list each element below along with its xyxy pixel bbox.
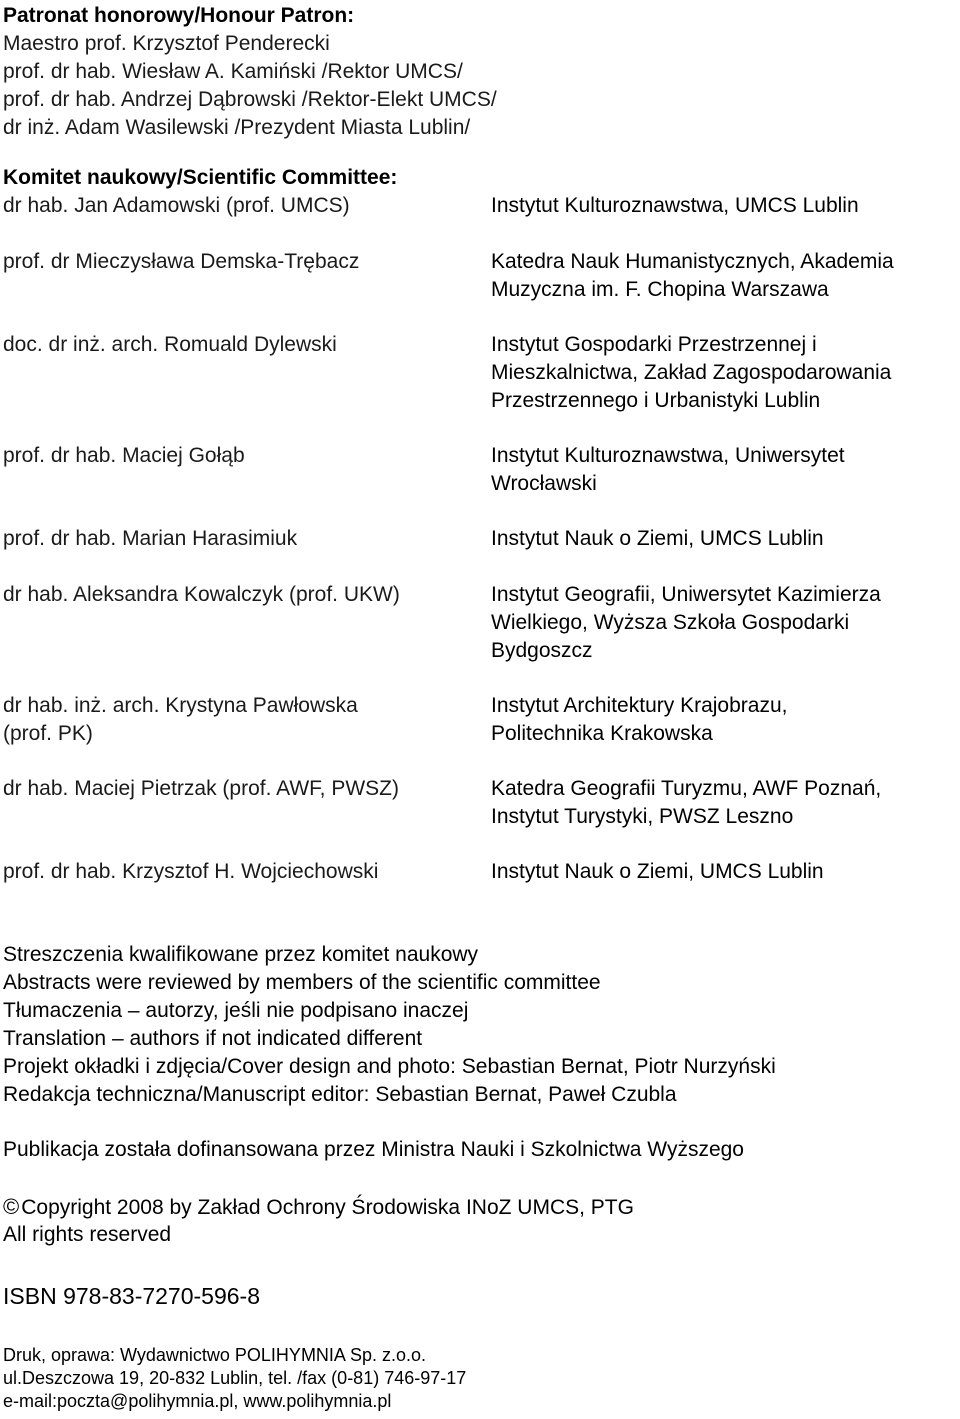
member-name: dr hab. Maciej Pietrzak (prof. AWF, PWSZ) — [3, 777, 399, 800]
member-institution: Instytut Nauk o Ziemi, UMCS Lublin — [491, 860, 824, 883]
credit-line: Projekt okładki i zdjęcia/Cover design and photo: Sebastian Bernat, Piotr Nurzyński — [3, 1055, 776, 1078]
member-name: doc. dr inż. arch. Romuald Dylewski — [3, 333, 337, 356]
printer-line: e-mail:poczta@polihymnia.pl, www.polihymnia.pl — [3, 1391, 392, 1411]
credit-line: Abstracts were reviewed by members of the scientific committee — [3, 971, 601, 994]
patron-line: prof. dr hab. Andrzej Dąbrowski /Rektor-Elekt UMCS/ — [3, 88, 497, 111]
copyright-icon: © — [3, 1194, 20, 1219]
credit-line: Tłumaczenia – autorzy, jeśli nie podpisano inaczej — [3, 999, 469, 1022]
patrons-heading: Patronat honorowy/Honour Patron: — [3, 4, 355, 27]
member-institution: Instytut Geografii, Uniwersytet Kazimierza Wielkiego, Wyższa Szkoła Gospodarki Bydgoszcz — [491, 583, 881, 662]
patron-line: prof. dr hab. Wiesław A. Kamiński /Rektor UMCS/ — [3, 60, 463, 83]
member-institution: Instytut Architektury Krajobrazu, Politechnika Krakowska — [491, 694, 788, 745]
isbn: ISBN 978-83-7270-596-8 — [3, 1283, 260, 1309]
rights-line: All rights reserved — [3, 1223, 172, 1246]
credit-line: Streszczenia kwalifikowane przez komitet naukowy — [3, 943, 479, 966]
funding-note: Publikacja została dofinansowana przez Ministra Nauki i Szkolnictwa Wyższego — [3, 1138, 744, 1161]
member-name: dr hab. Aleksandra Kowalczyk (prof. UKW) — [3, 583, 400, 606]
member-name: prof. dr hab. Maciej Gołąb — [3, 444, 245, 467]
credit-line: Translation – authors if not indicated different — [3, 1027, 423, 1050]
printer-line: Druk, oprawa: Wydawnictwo POLIHYMNIA Sp. z.o.o. — [3, 1345, 426, 1365]
member-institution: Instytut Gospodarki Przestrzennej i Mieszkalnictwa, Zakład Zagospodarowania Przestrzennego i Urbanistyki Lublin — [491, 333, 892, 412]
member-name: dr hab. inż. arch. Krystyna Pawłowska (prof. PK) — [3, 694, 358, 745]
member-institution: Katedra Geografii Turyzmu, AWF Poznań, Instytut Turystyki, PWSZ Leszno — [491, 777, 882, 828]
member-institution: Instytut Kulturoznawstwa, UMCS Lublin — [491, 194, 859, 217]
member-name: prof. dr hab. Krzysztof H. Wojciechowski — [3, 860, 379, 883]
patron-line: Maestro prof. Krzysztof Penderecki — [3, 32, 330, 55]
copyright-text: Copyright 2008 by Zakład Ochrony Środowiska INoZ UMCS, PTG — [21, 1196, 634, 1219]
printer-line: ul.Deszczowa 19, 20-832 Lublin, tel. /fax (0-81) 746-97-17 — [3, 1368, 467, 1388]
committee-heading: Komitet naukowy/Scientific Committee: — [3, 166, 398, 189]
member-name: prof. dr hab. Marian Harasimiuk — [3, 527, 298, 550]
member-institution: Instytut Nauk o Ziemi, UMCS Lublin — [491, 527, 824, 550]
member-institution: Katedra Nauk Humanistycznych, Akademia Muzyczna im. F. Chopina Warszawa — [491, 250, 894, 301]
member-institution: Instytut Kulturoznawstwa, Uniwersytet Wrocławski — [491, 444, 845, 495]
member-name: dr hab. Jan Adamowski (prof. UMCS) — [3, 194, 350, 217]
copyright-line — [3, 1193, 634, 1222]
member-name: prof. dr Mieczysława Demska-Trębacz — [3, 250, 360, 273]
patron-line: dr inż. Adam Wasilewski /Prezydent Miasta Lublin/ — [3, 116, 471, 139]
credit-line: Redakcja techniczna/Manuscript editor: Sebastian Bernat, Paweł Czubla — [3, 1083, 677, 1106]
